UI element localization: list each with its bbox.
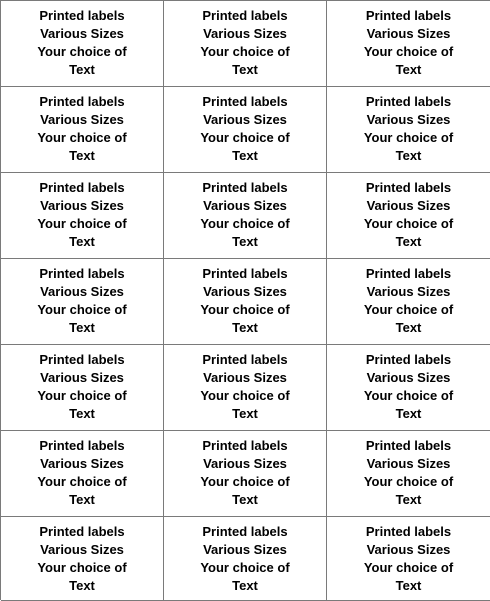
label-text-line3: Your choice of [37, 474, 127, 489]
label-text-line4: Text [69, 148, 95, 163]
label-text-line1: Printed labels [202, 94, 288, 109]
label-text-line1: Printed labels [202, 180, 288, 195]
label-text-line1: Printed labels [39, 438, 125, 453]
label-text-line2: Various Sizes [203, 542, 287, 557]
label-r3-c1 [1, 173, 164, 259]
label-text-line2: Various Sizes [40, 456, 124, 471]
label-r2-c2 [164, 87, 327, 173]
label-text-line2: Various Sizes [203, 198, 287, 213]
label-text-line4: Text [395, 492, 422, 507]
label-text-line4: Text [69, 406, 95, 421]
label-text-line1: Printed labels [365, 8, 452, 23]
label-text-line2: Various Sizes [366, 542, 451, 557]
label-text-line1: Printed labels [365, 94, 452, 109]
label-text-line4: Text [232, 234, 258, 249]
label-text-line1: Printed labels [202, 438, 288, 453]
label-text-line3: Your choice of [200, 388, 290, 403]
label-text-line2: Various Sizes [40, 112, 124, 127]
label-text-line4: Text [69, 234, 95, 249]
label-text-line1: Printed labels [202, 266, 288, 281]
label-text-line3: Your choice of [363, 560, 454, 575]
label-r4-c2 [164, 259, 327, 345]
label-r7-c3 [327, 517, 490, 601]
label-text-line3: Your choice of [37, 388, 127, 403]
label-text-line3: Your choice of [200, 44, 290, 59]
label-text-line2: Various Sizes [366, 370, 451, 385]
label-text-line1: Printed labels [39, 8, 125, 23]
label-text-line2: Various Sizes [40, 284, 124, 299]
label-text-line2: Various Sizes [40, 198, 124, 213]
label-text-line4: Text [69, 62, 95, 77]
label-text-line2: Various Sizes [203, 26, 287, 41]
label-text-line2: Various Sizes [366, 284, 451, 299]
label-r7-c2 [164, 517, 327, 601]
label-r1-c1 [1, 1, 164, 87]
label-r7-c1 [1, 517, 164, 601]
label-r5-c1 [1, 345, 164, 431]
label-text-line2: Various Sizes [40, 26, 124, 41]
label-text-line3: Your choice of [363, 216, 454, 231]
label-r1-c2 [164, 1, 327, 87]
label-text-line3: Your choice of [363, 44, 454, 59]
label-r3-c2 [164, 173, 327, 259]
label-text-line4: Text [395, 62, 422, 77]
label-text-line4: Text [69, 578, 95, 593]
label-text-line4: Text [232, 492, 258, 507]
label-r5-c2 [164, 345, 327, 431]
label-r5-c3 [327, 345, 490, 431]
label-text-line1: Printed labels [39, 266, 125, 281]
label-text-line1: Printed labels [365, 352, 452, 367]
label-text-line2: Various Sizes [203, 284, 287, 299]
label-text-line4: Text [69, 320, 95, 335]
label-text-line4: Text [69, 492, 95, 507]
label-r2-c1 [1, 87, 164, 173]
label-text-line1: Printed labels [39, 94, 125, 109]
label-text-line3: Your choice of [363, 130, 454, 145]
label-text-line4: Text [395, 148, 422, 163]
label-r6-c2 [164, 431, 327, 517]
label-text-line1: Printed labels [39, 180, 125, 195]
label-text-line1: Printed labels [39, 524, 125, 539]
label-text-line2: Various Sizes [366, 26, 451, 41]
label-r3-c3 [327, 173, 490, 259]
label-text-line4: Text [232, 406, 258, 421]
label-text-line2: Various Sizes [366, 198, 451, 213]
label-r4-c3 [327, 259, 490, 345]
label-text-line3: Your choice of [37, 130, 127, 145]
label-text-line3: Your choice of [200, 474, 290, 489]
label-text-line2: Various Sizes [203, 112, 287, 127]
label-text-line3: Your choice of [37, 302, 127, 317]
label-text-line2: Various Sizes [203, 456, 287, 471]
label-text-line2: Various Sizes [366, 456, 451, 471]
label-text-line3: Your choice of [200, 560, 290, 575]
label-text-line1: Printed labels [365, 438, 452, 453]
label-text-line3: Your choice of [37, 216, 127, 231]
label-text-line2: Various Sizes [40, 542, 124, 557]
label-text-line4: Text [232, 320, 258, 335]
label-text-line3: Your choice of [363, 474, 454, 489]
label-text-line4: Text [232, 148, 258, 163]
label-text-line4: Text [395, 320, 422, 335]
label-text-line3: Your choice of [37, 44, 127, 59]
label-text-line4: Text [232, 62, 258, 77]
label-text-line1: Printed labels [365, 524, 452, 539]
label-text-line4: Text [232, 578, 258, 593]
label-text-line1: Printed labels [202, 524, 288, 539]
label-text-line1: Printed labels [365, 266, 452, 281]
label-text-line2: Various Sizes [40, 370, 124, 385]
label-text-line3: Your choice of [200, 302, 290, 317]
label-r2-c3 [327, 87, 490, 173]
label-r6-c1 [1, 431, 164, 517]
label-text-line3: Your choice of [200, 130, 290, 145]
label-text-line4: Text [395, 406, 422, 421]
label-text-line4: Text [395, 234, 422, 249]
label-text-line4: Text [395, 578, 422, 593]
label-text-line3: Your choice of [200, 216, 290, 231]
label-text-line1: Printed labels [202, 352, 288, 367]
label-r4-c1 [1, 259, 164, 345]
label-text-line1: Printed labels [39, 352, 125, 367]
label-text-line1: Printed labels [202, 8, 288, 23]
label-text-line3: Your choice of [37, 560, 127, 575]
label-text-line2: Various Sizes [203, 370, 287, 385]
label-text-line3: Your choice of [363, 388, 454, 403]
label-r6-c3 [327, 431, 490, 517]
label-r1-c3 [327, 1, 490, 87]
label-text-line3: Your choice of [363, 302, 454, 317]
label-text-line2: Various Sizes [366, 112, 451, 127]
label-text-line1: Printed labels [365, 180, 452, 195]
